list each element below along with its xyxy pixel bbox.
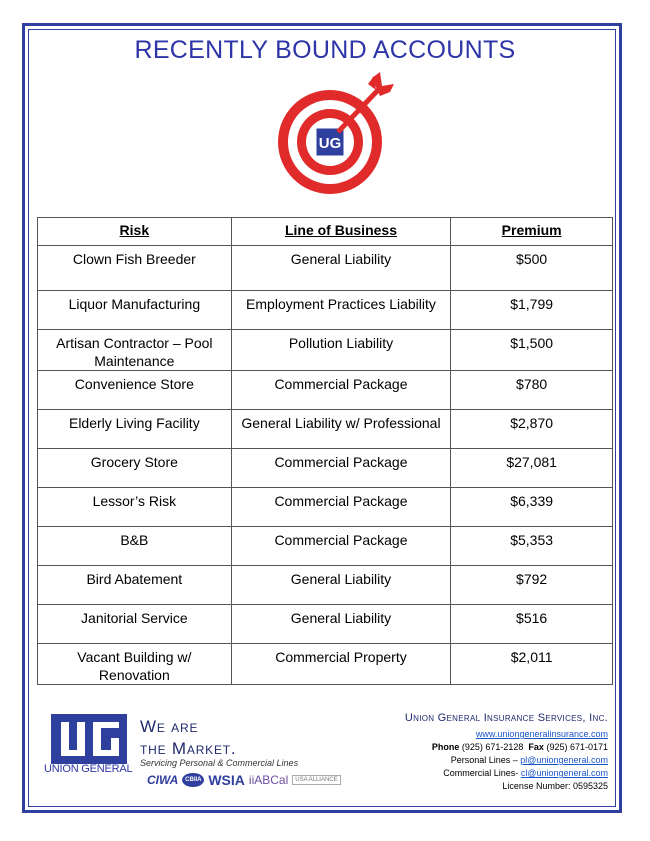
table-row bbox=[38, 449, 613, 488]
table-row bbox=[38, 330, 613, 371]
phone-number: (925) 671-2128 bbox=[461, 742, 524, 752]
accounts-table bbox=[37, 217, 613, 685]
cell-line-of-business: Commercial Package bbox=[231, 488, 451, 527]
table-row bbox=[38, 605, 613, 644]
usa-alliance-logo: USA ALLIANCE bbox=[292, 775, 340, 785]
commercial-lines-label: Commercial Lines- bbox=[443, 768, 519, 778]
cell-premium: $1,799 bbox=[451, 291, 613, 330]
tagline-line-1: We are bbox=[140, 717, 199, 736]
cell-risk: Clown Fish Breeder bbox=[38, 246, 232, 291]
cell-premium: $2,011 bbox=[451, 644, 613, 685]
cell-premium: $500 bbox=[451, 246, 613, 291]
logo-caption: UNION GENERAL bbox=[44, 763, 133, 775]
cell-risk: Bird Abatement bbox=[38, 566, 232, 605]
table-row bbox=[38, 246, 613, 291]
contact-block bbox=[308, 712, 608, 793]
cell-premium: $27,081 bbox=[451, 449, 613, 488]
cell-premium: $6,339 bbox=[451, 488, 613, 527]
logo-letters: UG bbox=[318, 135, 342, 152]
cell-line-of-business: Employment Practices Liability bbox=[231, 291, 451, 330]
table-row bbox=[38, 371, 613, 410]
header-premium: Premium bbox=[451, 218, 613, 246]
tagline bbox=[140, 716, 236, 760]
cell-risk: Convenience Store bbox=[38, 371, 232, 410]
cell-risk: Artisan Contractor – Pool Maintenance bbox=[38, 330, 232, 371]
cbiia-seal-logo: CBIIA bbox=[182, 773, 204, 787]
cell-line-of-business: Pollution Liability bbox=[231, 330, 451, 371]
license-number: License Number: 0595325 bbox=[502, 781, 608, 791]
table-row bbox=[38, 410, 613, 449]
fax-label: Fax bbox=[528, 742, 544, 752]
tagline-line-2: the Market. bbox=[140, 739, 237, 758]
cell-risk: Grocery Store bbox=[38, 449, 232, 488]
header-line-of-business: Line of Business bbox=[231, 218, 451, 246]
cell-risk: Elderly Living Facility bbox=[38, 410, 232, 449]
commercial-lines-line bbox=[308, 767, 608, 780]
cell-risk: B&B bbox=[38, 527, 232, 566]
table-row bbox=[38, 291, 613, 330]
servicing-text: Servicing Personal & Commercial Lines bbox=[140, 758, 299, 768]
table-row bbox=[38, 527, 613, 566]
cell-line-of-business: Commercial Property bbox=[231, 644, 451, 685]
page-title: RECENTLY BOUND ACCOUNTS bbox=[134, 36, 516, 64]
cell-premium: $5,353 bbox=[451, 527, 613, 566]
table-header-row bbox=[38, 218, 613, 246]
cell-line-of-business: Commercial Package bbox=[231, 527, 451, 566]
header-risk: Risk bbox=[38, 218, 232, 246]
fax-number: (925) 671-0171 bbox=[546, 742, 608, 752]
cell-line-of-business: Commercial Package bbox=[231, 371, 451, 410]
personal-lines-email-link[interactable]: pl@uniongeneral.com bbox=[520, 755, 608, 765]
company-name: Union General Insurance Services, Inc. bbox=[404, 712, 608, 724]
table-row bbox=[38, 488, 613, 527]
cell-premium: $1,500 bbox=[451, 330, 613, 371]
target-logo-icon bbox=[272, 70, 402, 195]
ciwa-logo: CIWA bbox=[147, 773, 179, 787]
phone-fax-line bbox=[308, 741, 608, 754]
cell-line-of-business: General Liability bbox=[231, 246, 451, 291]
phone-label: Phone bbox=[431, 742, 460, 752]
personal-lines-label: Personal Lines – bbox=[450, 755, 518, 765]
table-row bbox=[38, 644, 613, 685]
commercial-lines-email-link[interactable]: cl@uniongeneral.com bbox=[520, 768, 608, 778]
cell-premium: $516 bbox=[451, 605, 613, 644]
cell-risk: Lessor’s Risk bbox=[38, 488, 232, 527]
cell-risk: Janitorial Service bbox=[38, 605, 232, 644]
cell-risk: Liquor Manufacturing bbox=[38, 291, 232, 330]
iiabcal-logo: iiABCal bbox=[248, 773, 289, 787]
cell-premium: $2,870 bbox=[451, 410, 613, 449]
table-row bbox=[38, 566, 613, 605]
cell-line-of-business: Commercial Package bbox=[231, 449, 451, 488]
cell-risk: Vacant Building w/ Renovation bbox=[38, 644, 232, 685]
wsia-logo: WSIA bbox=[208, 772, 245, 788]
cell-line-of-business: General Liability w/ Professional bbox=[231, 410, 451, 449]
cell-line-of-business: General Liability bbox=[231, 605, 451, 644]
personal-lines-line bbox=[308, 754, 608, 767]
website-link[interactable]: www.uniongeneralinsurance.com bbox=[475, 729, 608, 739]
cell-premium: $792 bbox=[451, 566, 613, 605]
cell-premium: $780 bbox=[451, 371, 613, 410]
cell-line-of-business: General Liability bbox=[231, 566, 451, 605]
